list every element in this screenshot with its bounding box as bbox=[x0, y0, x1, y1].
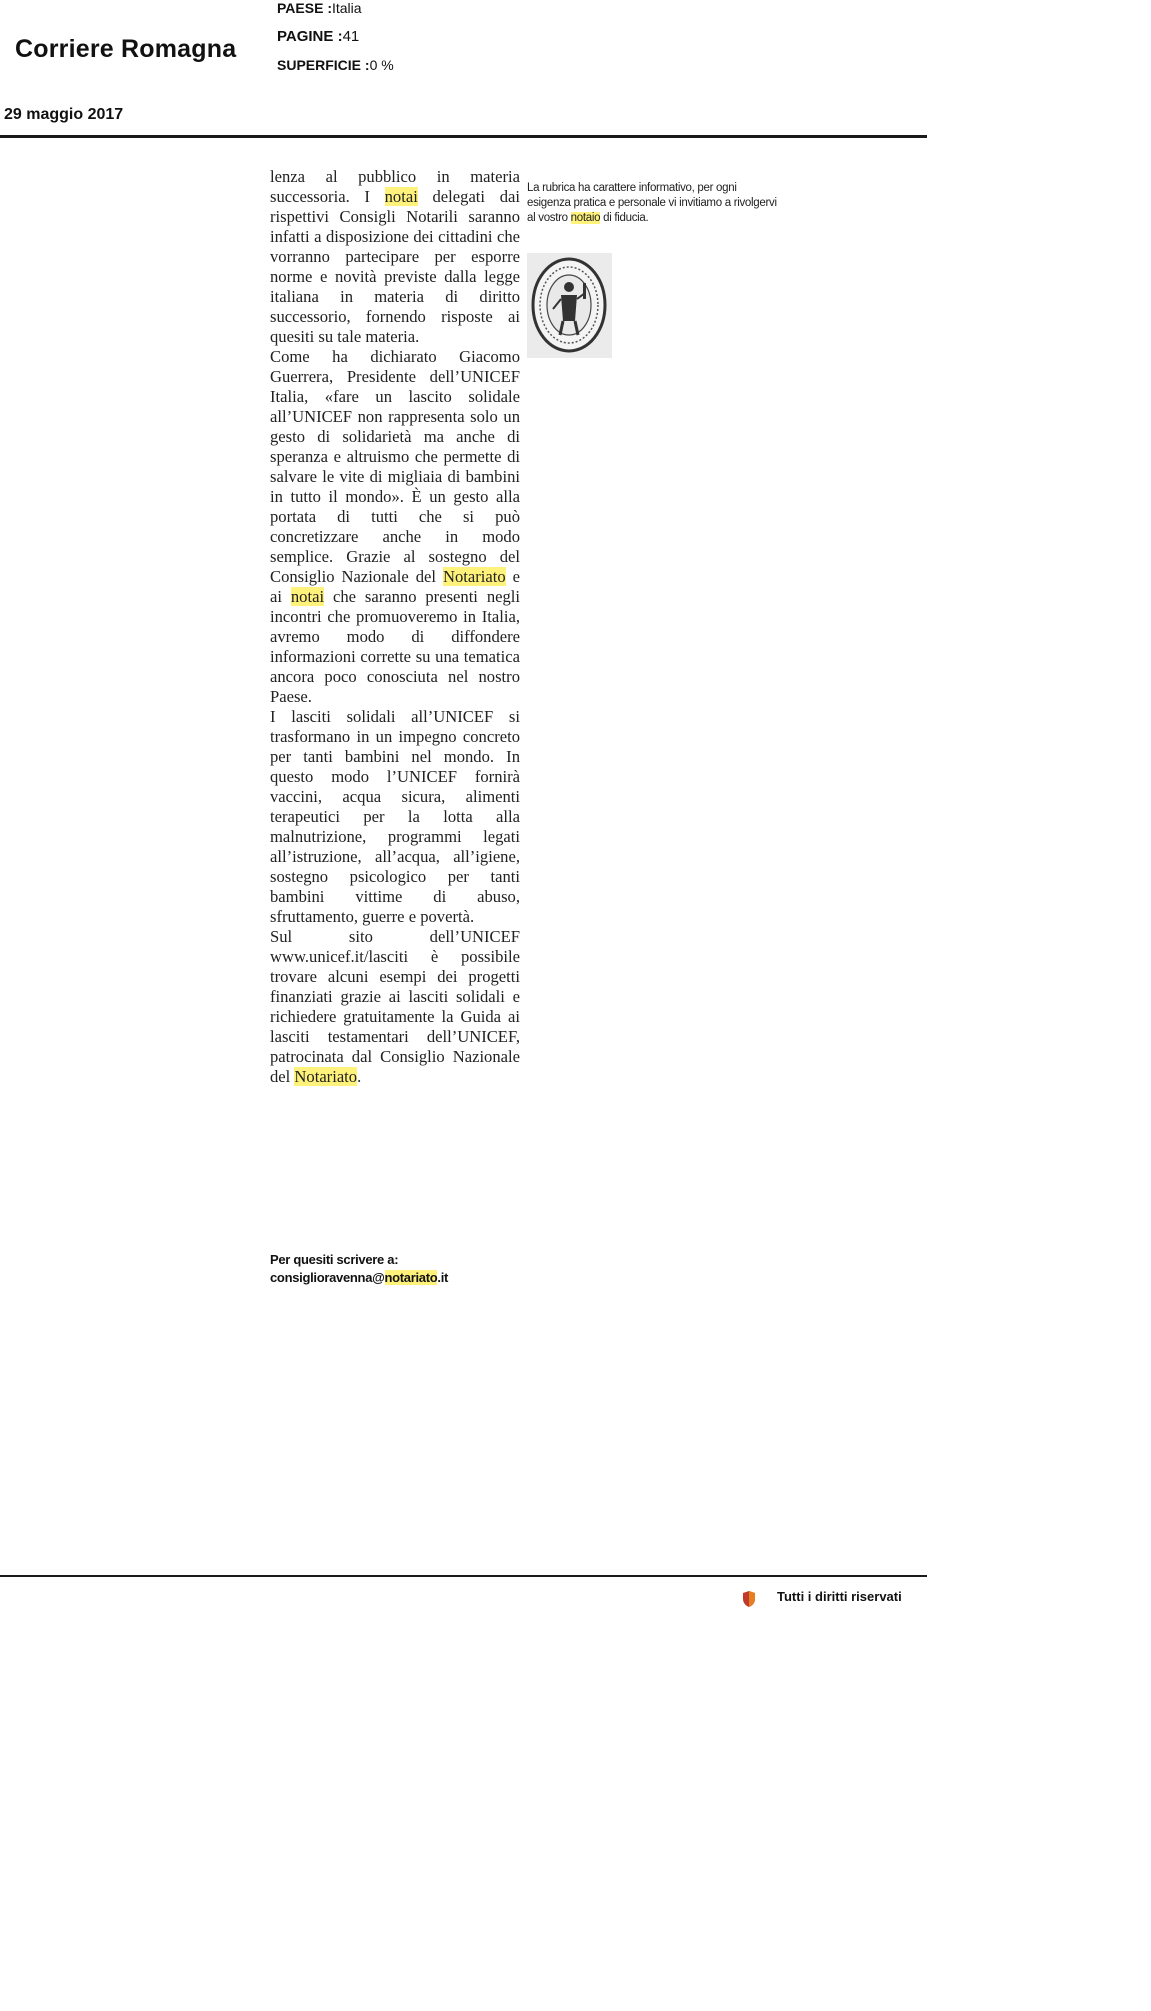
highlight-email-notariato: notariato bbox=[384, 1270, 438, 1285]
meta-superficie-value: 0 % bbox=[369, 57, 394, 73]
article-paragraph-1: lenza al pubblico in materia successoria. I notai delegati dai rispettivi Consigli Notarili saranno infatti a disposizione dei cittadini che vorranno partecipare per esporre norme e novità previste dalla legge italiana in materia di diritto successorio, fornendo risposte ai quesiti su tale materia. bbox=[270, 167, 520, 346]
highlight-notaio: notaio bbox=[570, 212, 601, 224]
notary-seal-icon bbox=[527, 253, 612, 358]
signoff-label: Per quesiti scrivere a: bbox=[270, 1252, 399, 1267]
article-paragraph-4: Sul sito dell’UNICEF www.unicef.it/lasciti è possibile trovare alcuni esempi dei progetti finanziati grazie ai lasciti solidali e richiedere gratuitamente la Guida ai lasciti testamentari dell’UNICEF, patrocinata dal Consiglio Nazionale del Notariato. bbox=[270, 927, 520, 1086]
publication-date: 29 maggio 2017 bbox=[4, 106, 124, 123]
publication-name: Corriere Romagna bbox=[15, 35, 237, 63]
rights-notice: Tutti i diritti riservati bbox=[777, 1589, 902, 1604]
highlight-notai: notai bbox=[384, 187, 418, 206]
meta-paese-label: PAESE : bbox=[277, 0, 332, 16]
meta-paese-value: Italia bbox=[331, 0, 362, 16]
meta-paese bbox=[277, 0, 362, 16]
meta-superficie-label: SUPERFICIE : bbox=[277, 57, 370, 73]
highlight-notariato-2: Notariato bbox=[294, 1067, 358, 1086]
meta-pagine bbox=[277, 28, 359, 45]
article-paragraph-2: Come ha dichiarato Giacomo Guerrera, Presidente dell’UNICEF Italia, «fare un lascito solidale all’UNICEF non rappresenta solo un gesto di solidarietà ma anche di speranza e altruismo che permette di salvare le vite di migliaia di bambini in tutto il mondo». È un gesto alla portata di tutti che si può concretizzare anche in modo semplice. Grazie al sostegno del Consiglio Nazionale del Notariato e ai notai che saranno presenti negli incontri che promuoveremo in Italia, avremo modo di diffondere informazioni corrette su una tematica ancora poco conosciuta nel nostro Paese. bbox=[270, 347, 520, 706]
article-paragraph-3: I lasciti solidali all’UNICEF si trasformano in un impegno concreto per tanti bambini nel mondo. In questo modo l’UNICEF fornirà vaccini, acqua sicura, alimenti terapeutici per la lotta alla malnutrizione, programmi legati all’istruzione, all’acqua, all’igiene, sostegno psicologico per tanti bambini vittime di abuso, sfruttamento, guerre e povertà. bbox=[270, 707, 520, 926]
highlight-notariato: Notariato bbox=[442, 567, 506, 586]
meta-pagine-value: 41 bbox=[342, 28, 360, 45]
meta-pagine-label: PAGINE : bbox=[277, 28, 343, 45]
shield-icon bbox=[742, 1590, 756, 1608]
footer-divider bbox=[0, 1575, 927, 1577]
header-divider bbox=[0, 135, 927, 138]
article-column bbox=[270, 167, 520, 1087]
signoff-email: consiglioravenna@notariato.it bbox=[270, 1270, 449, 1285]
sidebar-note: La rubrica ha carattere informativo, per ogni esigenza pratica e personale vi invitiamo a rivolgervi al vostro notaio di fiducia. bbox=[527, 182, 777, 224]
highlight-notai-2: notai bbox=[290, 587, 325, 606]
article-signoff bbox=[270, 1251, 520, 1287]
meta-superficie bbox=[277, 57, 394, 73]
